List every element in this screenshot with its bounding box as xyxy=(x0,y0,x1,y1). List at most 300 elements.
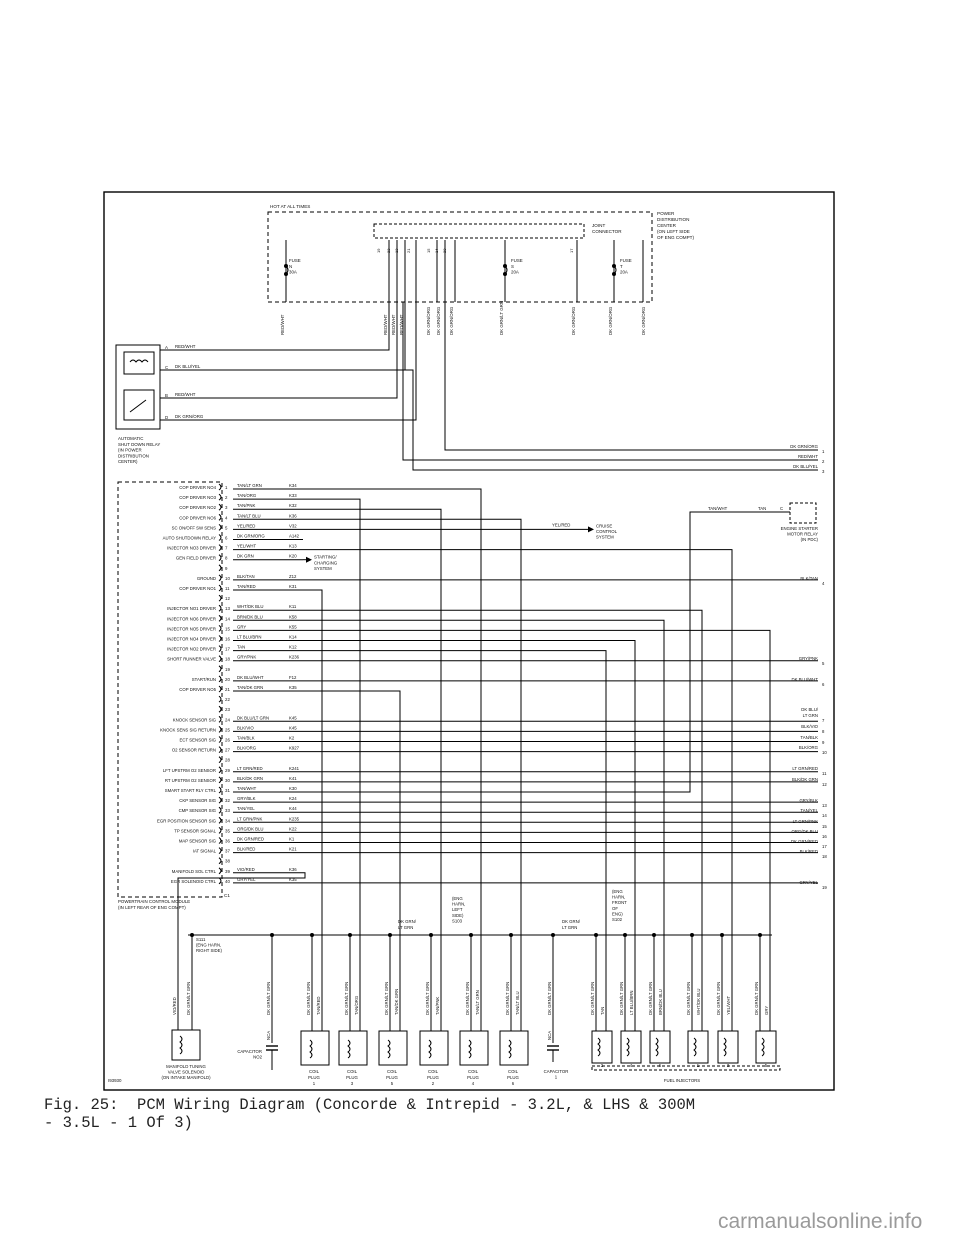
coil-feed-wire-label: DK GRN/LT GRN xyxy=(344,981,349,1015)
pdc-wire-color: DK GRN/ORG xyxy=(641,306,646,335)
pcm-pin-mark xyxy=(219,676,221,682)
pcm-pin-number: 26 xyxy=(225,737,230,743)
pcm-pin-number: 40 xyxy=(225,878,230,884)
fuse-s-label: 20A xyxy=(511,269,519,275)
injector-number: 6 xyxy=(658,1063,662,1068)
pcm-pin-name: INJECTOR NO6 DRIVER xyxy=(167,616,216,622)
splice-s102-label: FRONT xyxy=(612,900,627,906)
injector-number: 5 xyxy=(764,1063,768,1068)
pcm-pin-mark xyxy=(219,686,221,692)
starter-wire-label: TAN/WHT xyxy=(708,506,728,511)
pcm-pin-wire: TAN/PNK xyxy=(237,503,256,509)
pcm-pin-circuit: K241 xyxy=(289,765,300,771)
wire-injector-driver xyxy=(303,610,702,1031)
caption-line-2: - 3.5L - 1 Of 3) xyxy=(44,1114,193,1132)
power-distribution-center xyxy=(268,204,694,335)
pcm-pin-wire: LT GRN/PNK xyxy=(237,816,263,822)
charging-arrow xyxy=(306,557,312,563)
pcm-pin-mark xyxy=(219,757,221,763)
nca-label: NCA xyxy=(547,1030,552,1040)
pcm-pin-mark xyxy=(219,646,221,652)
pdc-terminal: 15 xyxy=(426,248,431,253)
splice-dot xyxy=(509,933,513,937)
pdc-terminal: 21 xyxy=(406,248,411,253)
right-wire-label: ORG/DK BLU xyxy=(791,829,818,834)
pcm-pin-number: 30 xyxy=(225,777,230,783)
asd-wire-c xyxy=(160,302,405,370)
pcm-pin-name: O2 SENSOR RETURN xyxy=(171,747,216,753)
splice-s111-label: (ENG HARN, xyxy=(196,942,222,948)
injector-feed-wire-label: DK GRN/LT GRN xyxy=(716,981,721,1015)
pcm-pin-circuit: K34 xyxy=(289,483,297,488)
right-continuation-number: 8 xyxy=(822,729,825,734)
right-continuations xyxy=(790,444,827,890)
wire-traces xyxy=(303,302,819,883)
right-continuation-number: 14 xyxy=(822,813,827,818)
pcm-pin-number: 29 xyxy=(225,767,230,773)
coil-plug-label: COIL xyxy=(467,1069,479,1074)
pcm-pin-circuit: K22 xyxy=(289,826,297,832)
fuse-n-label: FUSE xyxy=(289,258,301,263)
joint-connector-label: CONNECTOR xyxy=(592,229,622,234)
right-continuation-number: 13 xyxy=(822,803,827,808)
pcm-pin-number: 19 xyxy=(225,666,230,672)
pcm-pin-wire: BLK/TAN xyxy=(237,573,255,579)
pcm-pin-wire: TAN/BLK xyxy=(237,735,255,741)
pcm-pin-circuit: K45 xyxy=(289,725,297,731)
pcm-pin-mark xyxy=(219,494,221,500)
right-continuation-number: 19 xyxy=(822,885,827,890)
coil-plug-label: COIL xyxy=(308,1069,320,1074)
right-wire-label: DK BLU/YEL xyxy=(793,464,818,469)
pcm-pin-mark xyxy=(219,706,221,712)
wire-dk-blu-yel xyxy=(405,370,818,470)
pcm-pin-circuit: K927 xyxy=(289,745,300,751)
splice-s102-label: ENG) xyxy=(612,911,623,917)
pcm-pin-name: INJECTOR NO1 DRIVER xyxy=(167,606,216,612)
injector-feed-wire-label: DK GRN/LT GRN xyxy=(648,981,653,1015)
pcm-pin-number: 28 xyxy=(225,757,230,763)
pcm-pin-wire: DK GRN/RED xyxy=(237,836,264,842)
coil-driver-wire-label: TAN/DK GRN xyxy=(394,988,399,1015)
coil-driver-wire-label: TAN/LT BLU xyxy=(515,991,520,1015)
pcm-pin-wire: TAN/WHT xyxy=(237,786,257,791)
pdc-wire-color: DK GRN/ORG xyxy=(436,306,441,335)
injector-feed-wire-label: DK GRN/LT GRN xyxy=(754,981,759,1015)
injector-body xyxy=(621,1031,641,1063)
pdc-terminal: 13 xyxy=(394,248,399,253)
pcm-pin-wire: VIO/RED xyxy=(237,866,255,872)
wire-coil-driver xyxy=(303,519,521,1031)
pcm-pin-wire: BLK/RED xyxy=(237,846,256,852)
charging-system-label: CHARGING xyxy=(314,560,338,566)
coil-driver-wire-label: TAN/ORG xyxy=(354,995,359,1015)
splice-dot xyxy=(190,933,194,937)
pdc-title: CENTER xyxy=(657,223,676,228)
coil-plug-number: 6 xyxy=(511,1081,515,1086)
splice-s103-wire: DK GRN/ xyxy=(398,919,416,924)
pcm-pin-mark xyxy=(219,797,221,803)
splice-dot xyxy=(594,933,598,937)
pcm-pin-name: KNOCK SENS SIG RETURN xyxy=(160,727,216,733)
right-wire-label: DK GRN/RED xyxy=(791,839,818,844)
wire-injector-driver xyxy=(303,620,664,1031)
injector-body xyxy=(756,1031,776,1063)
asd-wire-a xyxy=(160,240,389,350)
pdc-title: DISTRIBUTION xyxy=(657,217,690,222)
injector-driver-wire-label: BRN/DK BLU xyxy=(658,989,663,1015)
right-wire-label: BLK/TAN xyxy=(800,576,818,581)
right-wire-label: BLK/VIO xyxy=(801,724,818,729)
pcm-pin-number: 39 xyxy=(225,868,230,874)
asd-relay-label: AUTOMATIC xyxy=(118,436,144,441)
starter-wire-label: TAN xyxy=(758,506,767,511)
coil-plug-label: PLUG xyxy=(427,1075,439,1080)
right-continuation-number: 1 xyxy=(822,449,825,454)
coil-plug-number: 3 xyxy=(350,1081,354,1086)
pcm-connector xyxy=(118,482,303,910)
pcm-pin-number: 7 xyxy=(225,545,228,551)
injector-feed-wire-label: DK GRN/LT GRN xyxy=(590,981,595,1015)
caption-line-1: Fig. 25: PCM Wiring Diagram (Concorde & Intrepid - 3.2L, & LHS & 300M xyxy=(44,1096,696,1114)
pcm-pin-mark xyxy=(219,535,221,541)
right-wire-label: DK BLU/ xyxy=(801,707,818,712)
pcm-pin-mark xyxy=(219,636,221,642)
asd-switch-contact xyxy=(130,400,146,412)
pcm-pin-mark xyxy=(219,605,221,611)
pcm-pin-circuit: K24 xyxy=(289,796,297,802)
pcm-pin-wire: TAN/ORG xyxy=(237,493,257,499)
pcm-pin-name: COP DRIVER NO6 xyxy=(179,515,216,521)
capacitor-1-label: CAPACITOR xyxy=(543,1069,569,1074)
pcm-pin-name: COP DRIVER NO3 xyxy=(179,495,216,501)
pcm-pin-mark xyxy=(219,737,221,743)
pcm-pin-circuit: K235 xyxy=(289,816,300,822)
pcm-pin-circuit: K30 xyxy=(289,786,297,791)
coil-plug-body xyxy=(420,1031,448,1065)
coil-plug-number: 4 xyxy=(471,1081,475,1086)
right-wire-label: RED/WHT xyxy=(797,454,818,459)
fuse-n-label: 30A xyxy=(289,269,297,275)
right-continuation-number: 6 xyxy=(822,682,825,687)
figure-caption xyxy=(44,1096,695,1132)
splice-dot xyxy=(388,933,392,937)
asd-relay-label: DISTRIBUTION xyxy=(118,453,149,459)
coil-feed-wire-label: DK GRN/LT GRN xyxy=(306,981,311,1015)
pcm-pin-name: EGR POSITION SENSOR SIG xyxy=(157,818,216,824)
pcm-pin-mark xyxy=(219,868,221,874)
splice-s103-label: LEFT xyxy=(452,907,463,913)
pcm-pin-name: EGR SOLENOID CTRL xyxy=(170,878,216,884)
injector-winding xyxy=(724,1038,726,1056)
coil-plug-label: PLUG xyxy=(308,1075,320,1080)
injector-number: 4 xyxy=(629,1063,633,1068)
pcm-pin-name: IAT SIGNAL xyxy=(192,848,216,854)
injector-driver-wire-label: YEL/WHT xyxy=(726,995,731,1015)
right-wire-label: BLK/ORG xyxy=(798,745,818,750)
fuse-s-label: FUSE xyxy=(511,258,523,263)
asd-relay-label: (IN POWER xyxy=(118,447,142,453)
pcm-pin-mark xyxy=(219,838,221,844)
pcm-pin-mark xyxy=(219,595,221,601)
pcm-pin-name: MANIFOLD SOL CTRL xyxy=(171,868,216,874)
pcm-pin-mark xyxy=(219,848,221,854)
pcm-pin-number: 17 xyxy=(225,646,230,652)
coil-plug-label: COIL xyxy=(346,1069,358,1074)
hot-at-all-times-label: HOT AT ALL TIMES xyxy=(270,204,311,209)
splice-s102-wire: DK GRN/ xyxy=(562,919,580,924)
asd-relay-body xyxy=(116,345,160,429)
pcm-pin-name: COP DRIVER NO4 xyxy=(179,485,216,490)
pcm-pin-circuit: K35 xyxy=(289,685,297,690)
pcm-pin-name: LFT UPSTRM O2 SENSOR xyxy=(162,767,216,773)
pcm-pin-number: 33 xyxy=(225,808,230,814)
pcm-pin-name: CMP SENSOR SIG xyxy=(178,808,216,814)
coil-plug-body xyxy=(339,1031,367,1065)
pcm-pin-mark xyxy=(219,726,221,732)
pdc-title: (ON LEFT SIDE xyxy=(657,229,690,234)
splice-dot xyxy=(270,933,274,937)
pcm-pin-circuit: K45 xyxy=(289,715,297,721)
pcm-pin-circuit: F12 xyxy=(289,674,297,680)
pcm-pin-mark xyxy=(219,787,221,793)
coil-plug-winding xyxy=(429,1040,431,1058)
splice-s102-label: (ENG xyxy=(612,889,623,894)
pcm-pin-circuit: K33 xyxy=(289,493,297,499)
coil-feed-wire-label: DK GRN/LT GRN xyxy=(465,981,470,1015)
cruise-control-label: SYSTEM xyxy=(596,534,614,540)
pdc-terminal: 17 xyxy=(569,248,574,253)
asd-pin: C xyxy=(165,365,169,370)
pcm-pin-wire: TAN xyxy=(237,644,246,650)
pdc-wire-color: RED/WHT xyxy=(399,314,404,335)
pcm-pin-mark xyxy=(219,615,221,621)
pcm-pin-number: 20 xyxy=(225,676,230,682)
pcm-pin-mark xyxy=(219,777,221,783)
right-continuation-number: 11 xyxy=(822,771,827,776)
right-wire-label: GRY/YEL xyxy=(799,880,818,885)
pcm-pin-name: GROUND xyxy=(196,575,216,581)
charging-system-label: SYSTEM xyxy=(314,565,332,571)
coil-plug-label: PLUG xyxy=(467,1075,479,1080)
pcm-pin-mark xyxy=(219,625,221,631)
pcm-pin-wire: GRY xyxy=(237,624,247,630)
cruise-wire-label: YEL/RED xyxy=(552,522,571,528)
pcm-pin-name: COP DRIVER NO2 xyxy=(179,505,216,511)
watermark: carmanualsonline.info xyxy=(718,1210,923,1233)
pdc-wire-color: DK GRN/ORG xyxy=(426,306,431,335)
pcm-pin-wire: WHT/DK BLU xyxy=(237,604,264,610)
pcm-pin-name: TP SENSOR SIGNAL xyxy=(174,828,216,834)
coil-plug-body xyxy=(500,1031,528,1065)
pcm-pin-number: 15 xyxy=(225,626,230,632)
pcm-pin-mark xyxy=(219,666,221,672)
pcm-pin-number: 38 xyxy=(225,858,230,864)
figure-id: I93930 xyxy=(108,1078,122,1083)
pcm-pin-wire: YEL/WHT xyxy=(237,543,257,549)
injector-winding xyxy=(627,1038,629,1056)
right-wire-label: TAN/BLK xyxy=(800,735,818,740)
pcm-label: POWERTRAIN CONTROL MODULE xyxy=(118,899,191,904)
right-continuation-number: 15 xyxy=(822,824,827,829)
pcm-pin-number: 35 xyxy=(225,828,230,834)
pcm-pin-wire: DK GRN xyxy=(237,553,254,559)
fuse-t-label: FUSE xyxy=(620,258,632,263)
right-wire-label: GRY/BLK xyxy=(799,798,818,803)
pcm-pin-mark xyxy=(219,878,221,884)
pdc-terminal: 20 xyxy=(442,248,447,253)
capacitor-no2-label: NO2 xyxy=(253,1054,262,1060)
splice-s111-label: S111 xyxy=(196,937,206,942)
splice-s102-wire: LT GRN xyxy=(562,925,578,930)
splice-dot xyxy=(623,933,627,937)
pcm-pin-mark xyxy=(219,484,221,490)
pcm-connector-id: C1 xyxy=(224,893,230,898)
splice-dot xyxy=(758,933,762,937)
pcm-pin-number: 12 xyxy=(225,596,230,602)
pdc-wire-color: DK GRN/ORG xyxy=(608,306,613,335)
pcm-pin-number: 24 xyxy=(225,717,230,723)
capacitor-no2-label: CAPACITOR xyxy=(237,1049,262,1054)
injector-winding xyxy=(762,1038,764,1056)
starter-relay-box xyxy=(790,503,816,523)
asd-relay-label: CENTER) xyxy=(118,459,138,465)
asd-relay xyxy=(116,240,416,464)
pcm-pin-circuit: A142 xyxy=(289,533,300,539)
injector-feed-wire-label: DK GRN/LT GRN xyxy=(686,981,691,1015)
pcm-pin-mark xyxy=(219,858,221,864)
capacitor1-wire-label: DK GRN/LT GRN xyxy=(547,981,552,1015)
pcm-pin-circuit: K32 xyxy=(289,503,297,509)
pcm-pin-circuit: K13 xyxy=(289,543,297,549)
splice-dot xyxy=(429,933,433,937)
pcm-pin-number: 13 xyxy=(225,606,230,612)
coil-plug-body xyxy=(301,1031,329,1065)
pcm-pin-number: 32 xyxy=(225,798,230,804)
pcm-pin-circuit: K35 xyxy=(289,876,297,882)
pdc-wire-color: DK GRN/ORG xyxy=(571,306,576,335)
right-wire-label: TAN/YEL xyxy=(800,808,818,813)
right-wire-label: LT GRN/RED xyxy=(792,766,818,771)
pcm-pin-mark xyxy=(219,817,221,823)
pcm-pin-number: 4 xyxy=(225,515,228,521)
wire-coil-driver xyxy=(303,509,441,1031)
pcm-pin-circuit: K44 xyxy=(289,806,297,812)
pcm-pin-mark xyxy=(219,555,221,561)
splice-dot xyxy=(652,933,656,937)
pcm-pin-circuit: K11 xyxy=(289,604,297,610)
pcm-pin-mark xyxy=(219,585,221,591)
pcm-pin-number: 22 xyxy=(225,697,230,703)
capacitor-1-label: 1 xyxy=(554,1074,558,1080)
pcm-pin-mark xyxy=(219,696,221,702)
injector-winding xyxy=(598,1038,600,1056)
pcm-pin-circuit: K36 xyxy=(289,513,297,519)
pcm-pin-circuit: K55 xyxy=(289,624,297,630)
right-continuation-number: 5 xyxy=(822,661,825,666)
splice-s103-label: HARN, xyxy=(452,901,466,907)
pcm-pin-name: GEN FIELD DRIVER xyxy=(175,555,216,561)
splice-s103-label: SIDE) xyxy=(452,912,464,918)
coil-plug-winding xyxy=(348,1040,350,1058)
coil-plug-label: PLUG xyxy=(346,1075,358,1080)
pcm-pin-mark xyxy=(219,656,221,662)
pcm-pin-wire: BRN/DK BLU xyxy=(237,614,263,620)
pcm-pin-number: 10 xyxy=(225,575,230,581)
wire-injector-driver xyxy=(303,550,732,1031)
pcm-pin-mark xyxy=(219,524,221,530)
injector-driver-wire-label: GRY xyxy=(764,1005,769,1015)
coil-plug-winding xyxy=(469,1040,471,1058)
pdc-wire-color: RED/WHT xyxy=(383,314,388,335)
pcm-pin-wire: DK BLU/LT GRN xyxy=(237,715,270,721)
capacitor-wire-label: DK GRN/LT GRN xyxy=(266,981,271,1015)
pcm-pin-wire: TAN/RED xyxy=(237,584,256,589)
coil-driver-wire-label: TAN/LT GRN xyxy=(475,990,480,1015)
pcm-pin-name: START/RUN xyxy=(191,676,216,682)
manifold-valve-body xyxy=(172,1030,200,1060)
pcm-pin-name: KNOCK SENSOR SIG xyxy=(172,717,216,723)
coil-plug-label: COIL xyxy=(386,1069,398,1074)
right-continuation-number: 17 xyxy=(822,844,827,849)
wire-injector-driver xyxy=(303,641,635,1032)
pdc-wire-color: DK GRN/LT GRN xyxy=(499,301,504,335)
coil-plug-number: 5 xyxy=(390,1081,394,1086)
pcm-pin-circuit: K236 xyxy=(289,654,300,660)
pcm-pin-wire: TAN/LT BLU xyxy=(237,513,261,519)
asd-relay-label: SHUT DOWN RELAY xyxy=(118,441,161,447)
pcm-pin-number: 3 xyxy=(225,505,228,511)
asd-pin: A xyxy=(165,345,168,350)
starter-relay-label: MOTOR RELAY xyxy=(787,531,818,537)
pcm-pin-name: COP DRIVER NO1 xyxy=(179,586,216,591)
injector-winding xyxy=(656,1038,658,1056)
wire-injector-driver xyxy=(303,630,770,1031)
injector-number: 1 xyxy=(696,1063,700,1068)
pcm-pin-wire: YEL/RED xyxy=(237,523,256,529)
pdc-terminal: 14 xyxy=(434,248,439,253)
pcm-pin-name: SC ON/OFF SW SENS xyxy=(171,525,216,531)
joint-connector-outline xyxy=(374,224,584,238)
coil-driver-wire-label: TAN/PNK xyxy=(435,996,440,1015)
coil-plug-label: COIL xyxy=(507,1069,519,1074)
pdc-terminal: 23 xyxy=(386,248,391,253)
pcm-pin-mark xyxy=(219,575,221,581)
pcm-pin-name: RT UPSTRM O2 SENSOR xyxy=(164,777,216,783)
pcm-pin-name: SMART START RLY CTRL xyxy=(164,788,216,793)
coil-feed-wire-label: DK GRN/LT GRN xyxy=(384,981,389,1015)
pcm-pin-number: 31 xyxy=(225,788,230,793)
coil-plug-winding xyxy=(310,1040,312,1058)
injector-group-bracket xyxy=(592,1066,780,1070)
coil-feed-wire-label: DK GRN/LT GRN xyxy=(425,981,430,1015)
right-continuation-number: 10 xyxy=(822,750,827,755)
pcm-pin-mark xyxy=(219,716,221,722)
injector-number: 2 xyxy=(600,1063,604,1068)
splice-s102-label: HARN, xyxy=(612,894,626,900)
pcm-pin-number: 16 xyxy=(225,636,230,642)
injector-winding xyxy=(694,1038,696,1056)
asd-coil xyxy=(130,360,148,362)
pcm-pin-number: 1 xyxy=(225,485,228,490)
pcm-pin-number: 18 xyxy=(225,656,230,662)
pdc-wire-color: RED/WHT xyxy=(280,314,285,335)
splice-s111-label: RIGHT SIDE) xyxy=(196,948,222,954)
pdc-wire-color: RED/WHT xyxy=(391,314,396,335)
pcm-pin-wire: GRY/YEL xyxy=(237,876,256,882)
pcm-pin-mark xyxy=(219,545,221,551)
pcm-pin-name: AUTO SHUTDOWN RELAY xyxy=(162,535,216,541)
